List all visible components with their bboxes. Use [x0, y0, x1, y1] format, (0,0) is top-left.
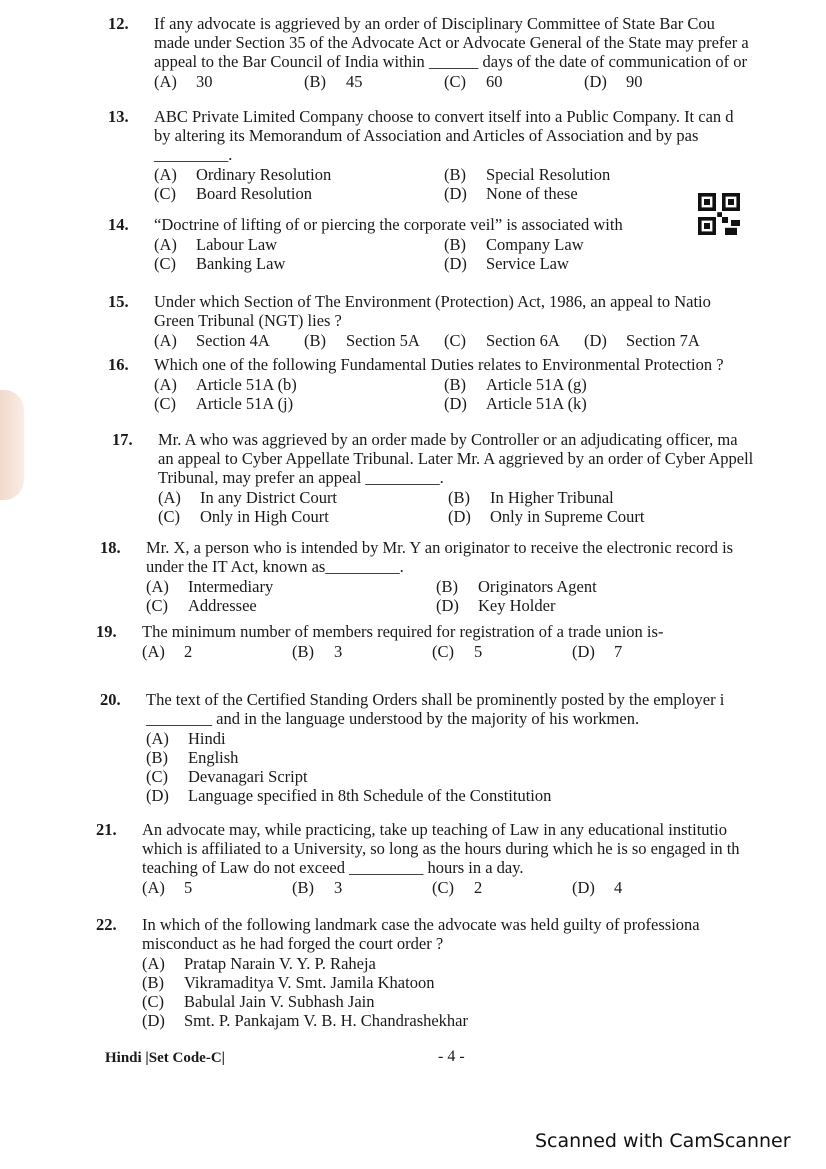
- question-17: [112, 430, 802, 526]
- options: [146, 729, 790, 805]
- option-letter: (A): [154, 165, 177, 184]
- option-text: Section 4A: [196, 331, 270, 350]
- option: [142, 992, 786, 1011]
- option: [292, 642, 432, 661]
- question-text: Mr. A who was aggrieved by an order made by Controller or an adjudicating officer, ma: [158, 430, 738, 449]
- option-text: Babulal Jain V. Subhash Jain: [184, 992, 375, 1011]
- question-number: 16.: [108, 355, 129, 374]
- option: [154, 165, 444, 184]
- option-text: Ordinary Resolution: [196, 165, 332, 184]
- option-letter: (D): [584, 72, 607, 91]
- option: [432, 878, 572, 897]
- option: [444, 254, 734, 273]
- option: [142, 954, 786, 973]
- question-text: appeal to the Bar Council of India within ______ days of the date of communication of or: [154, 52, 747, 71]
- question-text: The text of the Certified Standing Orders shall be prominently posted by the employer i: [146, 690, 725, 709]
- option: [444, 184, 734, 203]
- option: [444, 331, 584, 350]
- question-text: ________ and in the language understood by the majority of his workmen.: [146, 709, 640, 728]
- option-text: Article 51A (b): [196, 375, 297, 394]
- option-text: Article 51A (j): [196, 394, 294, 413]
- option: [142, 973, 786, 992]
- option-text: Pratap Narain V. Y. P. Raheja: [184, 954, 376, 973]
- option-letter: (C): [432, 878, 454, 897]
- question-text: The minimum number of members required for registration of a trade union is-: [142, 622, 664, 641]
- option-text: Vikramaditya V. Smt. Jamila Khatoon: [184, 973, 435, 992]
- option-letter: (A): [142, 954, 165, 973]
- option-text: English: [188, 748, 239, 767]
- options: [142, 642, 786, 661]
- option-text: Special Resolution: [486, 165, 611, 184]
- option-letter: (B): [304, 331, 326, 350]
- option: [444, 72, 584, 91]
- option-letter: (D): [444, 254, 467, 273]
- option: [142, 642, 292, 661]
- option-text: 45: [346, 72, 363, 91]
- option: [584, 331, 724, 350]
- option-letter: (D): [572, 642, 595, 661]
- option-letter: (A): [142, 878, 165, 897]
- option-text: 3: [334, 878, 343, 897]
- question-text: Tribunal, may prefer an appeal _________.: [158, 468, 444, 487]
- option: [146, 729, 790, 748]
- question-text: Under which Section of The Environment (Protection) Act, 1986, an appeal to Natio: [154, 292, 711, 311]
- option: [444, 235, 734, 254]
- option: [292, 878, 432, 897]
- option-letter: (C): [158, 507, 180, 526]
- option-text: 4: [614, 878, 623, 897]
- question-16: [108, 355, 798, 413]
- option-text: Hindi: [188, 729, 226, 748]
- option-letter: (C): [432, 642, 454, 661]
- option: [154, 235, 444, 254]
- option: [304, 72, 444, 91]
- option-letter: (B): [444, 375, 466, 394]
- option: [154, 331, 304, 350]
- option-text: 60: [486, 72, 503, 91]
- option-letter: (B): [444, 235, 466, 254]
- option-letter: (A): [146, 577, 169, 596]
- option: [444, 394, 734, 413]
- options: [142, 954, 786, 1030]
- option-text: 5: [474, 642, 483, 661]
- question-12: [108, 14, 798, 91]
- option: [584, 72, 724, 91]
- option-letter: (C): [154, 394, 176, 413]
- option: [432, 642, 572, 661]
- option-letter: (D): [146, 786, 169, 805]
- question-18: [100, 538, 790, 615]
- question-text: by altering its Memorandum of Association and Articles of Association and by pas: [154, 126, 699, 145]
- option-letter: (B): [444, 165, 466, 184]
- option-letter: (B): [436, 577, 458, 596]
- question-number: 17.: [112, 430, 133, 449]
- option-letter: (A): [158, 488, 181, 507]
- option-text: Addressee: [188, 596, 257, 615]
- question-13: [108, 107, 798, 203]
- question-text: Green Tribunal (NGT) lies ?: [154, 311, 342, 330]
- question-text: made under Section 35 of the Advocate Act or Advocate General of the State may prefer a: [154, 33, 749, 52]
- option-letter: (D): [572, 878, 595, 897]
- page-number: - 4 -: [438, 1048, 465, 1065]
- options: [154, 331, 798, 350]
- question-number: 22.: [96, 915, 117, 934]
- option: [436, 596, 726, 615]
- question-text: An advocate may, while practicing, take up teaching of Law in any educational institutio: [142, 820, 727, 839]
- question-text: In which of the following landmark case the advocate was held guilty of professiona: [142, 915, 700, 934]
- question-text: misconduct as he had forged the court order ?: [142, 934, 444, 953]
- option-text: Company Law: [486, 235, 584, 254]
- option: [158, 507, 448, 526]
- options: [154, 235, 798, 273]
- option-letter: (B): [448, 488, 470, 507]
- option-letter: (D): [444, 394, 467, 413]
- question-number: 14.: [108, 215, 129, 234]
- finger-shadow: [0, 390, 24, 500]
- question-20: [100, 690, 790, 805]
- option-text: Article 51A (g): [486, 375, 587, 394]
- option: [146, 748, 790, 767]
- camscanner-watermark: Scanned with CamScanner: [535, 1130, 791, 1152]
- option-text: 2: [474, 878, 483, 897]
- option-text: Intermediary: [188, 577, 274, 596]
- option-text: 90: [626, 72, 643, 91]
- option-letter: (D): [444, 184, 467, 203]
- option-text: 3: [334, 642, 343, 661]
- option-letter: (B): [146, 748, 168, 767]
- option: [448, 507, 738, 526]
- question-21: [96, 820, 786, 897]
- option-letter: (A): [154, 72, 177, 91]
- option-text: Labour Law: [196, 235, 278, 254]
- option: [154, 375, 444, 394]
- question-number: 19.: [96, 622, 117, 641]
- option-letter: (B): [304, 72, 326, 91]
- option: [154, 394, 444, 413]
- question-text: an appeal to Cyber Appellate Tribunal. Later Mr. A aggrieved by an order of Cyber Appell: [158, 449, 754, 468]
- option-text: None of these: [486, 184, 578, 203]
- option-letter: (C): [154, 254, 176, 273]
- options: [154, 72, 798, 91]
- question-text: “Doctrine of lifting of or piercing the corporate veil” is associated with: [154, 215, 623, 234]
- option-text: Originators Agent: [478, 577, 597, 596]
- option: [572, 878, 712, 897]
- option-letter: (C): [146, 767, 168, 786]
- qr-code-icon: [698, 193, 740, 235]
- option: [146, 596, 436, 615]
- question-number: 13.: [108, 107, 129, 126]
- option-letter: (C): [146, 596, 168, 615]
- option: [154, 254, 444, 273]
- option: [572, 642, 712, 661]
- option-text: In any District Court: [200, 488, 338, 507]
- question-number: 15.: [108, 292, 129, 311]
- option-text: Key Holder: [478, 596, 556, 615]
- options: [158, 488, 802, 526]
- question-19: [96, 622, 786, 661]
- options: [142, 878, 786, 897]
- option-letter: (B): [292, 878, 314, 897]
- question-text: Which one of the following Fundamental Duties relates to Environmental Protection ?: [154, 355, 724, 374]
- question-text: Mr. X, a person who is intended by Mr. Y an originator to receive the electronic record is: [146, 538, 734, 557]
- option-text: Board Resolution: [196, 184, 312, 203]
- option-text: Section 6A: [486, 331, 560, 350]
- option-letter: (B): [142, 973, 164, 992]
- option-text: Banking Law: [196, 254, 286, 273]
- option-letter: (C): [142, 992, 164, 1011]
- option-text: 30: [196, 72, 213, 91]
- set-code-label: Hindi |Set Code-C|: [105, 1050, 225, 1066]
- option-text: Smt. P. Pankajam V. B. H. Chandrashekhar: [184, 1011, 469, 1030]
- option: [304, 331, 444, 350]
- option-text: Language specified in 8th Schedule of the Constitution: [188, 786, 552, 805]
- option: [146, 577, 436, 596]
- option: [444, 375, 734, 394]
- option-text: 2: [184, 642, 193, 661]
- question-number: 21.: [96, 820, 117, 839]
- question-text: If any advocate is aggrieved by an order of Disciplinary Committee of State Bar Cou: [154, 14, 715, 33]
- question-14: [108, 215, 798, 273]
- option-text: Only in Supreme Court: [490, 507, 645, 526]
- option-text: Article 51A (k): [486, 394, 587, 413]
- option-text: 7: [614, 642, 623, 661]
- question-22: [96, 915, 786, 1030]
- option: [158, 488, 448, 507]
- question-text: _________.: [154, 145, 233, 164]
- option: [436, 577, 726, 596]
- options: [146, 577, 790, 615]
- option-letter: (D): [448, 507, 471, 526]
- option: [448, 488, 738, 507]
- option-letter: (A): [142, 642, 165, 661]
- question-text: which is affiliated to a University, so long as the hours during which he is so engaged in th: [142, 839, 740, 858]
- option-letter: (A): [146, 729, 169, 748]
- option-letter: (C): [444, 331, 466, 350]
- option-letter: (A): [154, 331, 177, 350]
- option: [146, 786, 790, 805]
- question-text: ABC Private Limited Company choose to convert itself into a Public Company. It can d: [154, 107, 734, 126]
- option: [146, 767, 790, 786]
- option-letter: (A): [154, 375, 177, 394]
- option-letter: (D): [584, 331, 607, 350]
- option-text: Devanagari Script: [188, 767, 308, 786]
- option-letter: (C): [154, 184, 176, 203]
- option-text: 5: [184, 878, 193, 897]
- option-text: Only in High Court: [200, 507, 329, 526]
- question-number: 18.: [100, 538, 121, 557]
- question-text: teaching of Law do not exceed _________ hours in a day.: [142, 858, 524, 877]
- option: [154, 72, 304, 91]
- option: [444, 165, 734, 184]
- option-letter: (C): [444, 72, 466, 91]
- option-text: Service Law: [486, 254, 569, 273]
- option-letter: (A): [154, 235, 177, 254]
- option: [154, 184, 444, 203]
- option-text: In Higher Tribunal: [490, 488, 614, 507]
- option-letter: (D): [436, 596, 459, 615]
- option-letter: (D): [142, 1011, 165, 1030]
- question-number: 20.: [100, 690, 121, 709]
- option-letter: (B): [292, 642, 314, 661]
- option: [142, 878, 292, 897]
- option-text: Section 5A: [346, 331, 420, 350]
- question-number: 12.: [108, 14, 129, 33]
- question-text: under the IT Act, known as_________.: [146, 557, 404, 576]
- question-15: [108, 292, 798, 350]
- option-text: Section 7A: [626, 331, 700, 350]
- options: [154, 375, 798, 413]
- option: [142, 1011, 786, 1030]
